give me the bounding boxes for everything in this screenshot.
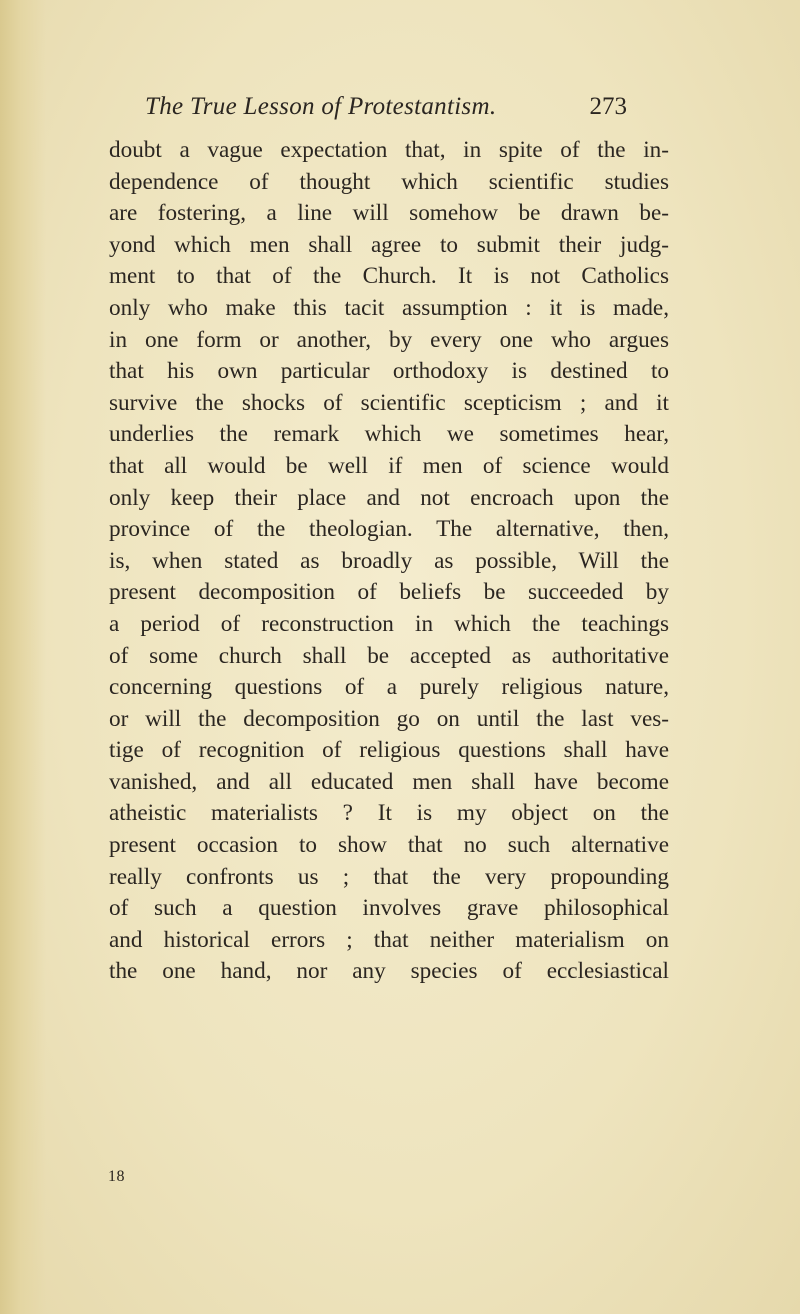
text-line: a period of reconstruction in which the teachings [109,610,669,637]
text-line: in one form or another, by every one who argues [109,326,669,353]
running-header [145,93,627,127]
text-line: only who make this tacit assumption : it is made, [109,294,669,321]
page-number: 273 [589,93,627,120]
running-title: The True Lesson of Protestantism. [145,93,497,120]
text-line: atheistic materialists ? It is my object on the [109,800,669,827]
text-line: dependence of thought which scientific studies [109,168,669,195]
text-line: tige of recognition of religious questions shall have [109,737,669,764]
text-line: and historical errors ; that neither materialism on [109,926,669,953]
text-line: the one hand, nor any species of ecclesiastical [109,958,669,985]
text-line: only keep their place and not encroach upon the [109,484,669,511]
text-line: yond which men shall agree to submit their judg- [109,231,669,258]
text-line: really confronts us ; that the very propounding [109,863,669,890]
body-text [109,135,669,988]
text-line: concerning questions of a purely religious nature, [109,674,669,701]
text-line: ment to that of the Church. It is not Catholics [109,263,669,290]
text-line: doubt a vague expectation that, in spite of the in- [109,137,669,163]
text-line: of such a question involves grave philosophical [109,895,669,922]
signature-mark: 18 [108,1168,125,1185]
text-line: that his own particular orthodoxy is destined to [109,358,669,385]
text-line: or will the decomposition go on until the last ves- [109,705,669,732]
text-line: are fostering, a line will somehow be drawn be- [109,200,669,227]
text-line: vanished, and all educated men shall have become [109,768,669,795]
page-gutter-shadow [0,0,46,1314]
text-line: underlies the remark which we sometimes hear, [109,421,669,448]
text-line: is, when stated as broadly as possible, Will the [109,547,669,574]
text-line: that all would be well if men of science would [109,452,669,479]
text-line: survive the shocks of scientific scepticism ; and it [109,389,669,416]
text-line: present decomposition of beliefs be succeeded by [109,579,669,606]
text-line: of some church shall be accepted as authoritative [109,642,669,669]
text-line: province of the theologian. The alternative, then, [109,516,669,543]
text-line: present occasion to show that no such alternative [109,832,669,859]
